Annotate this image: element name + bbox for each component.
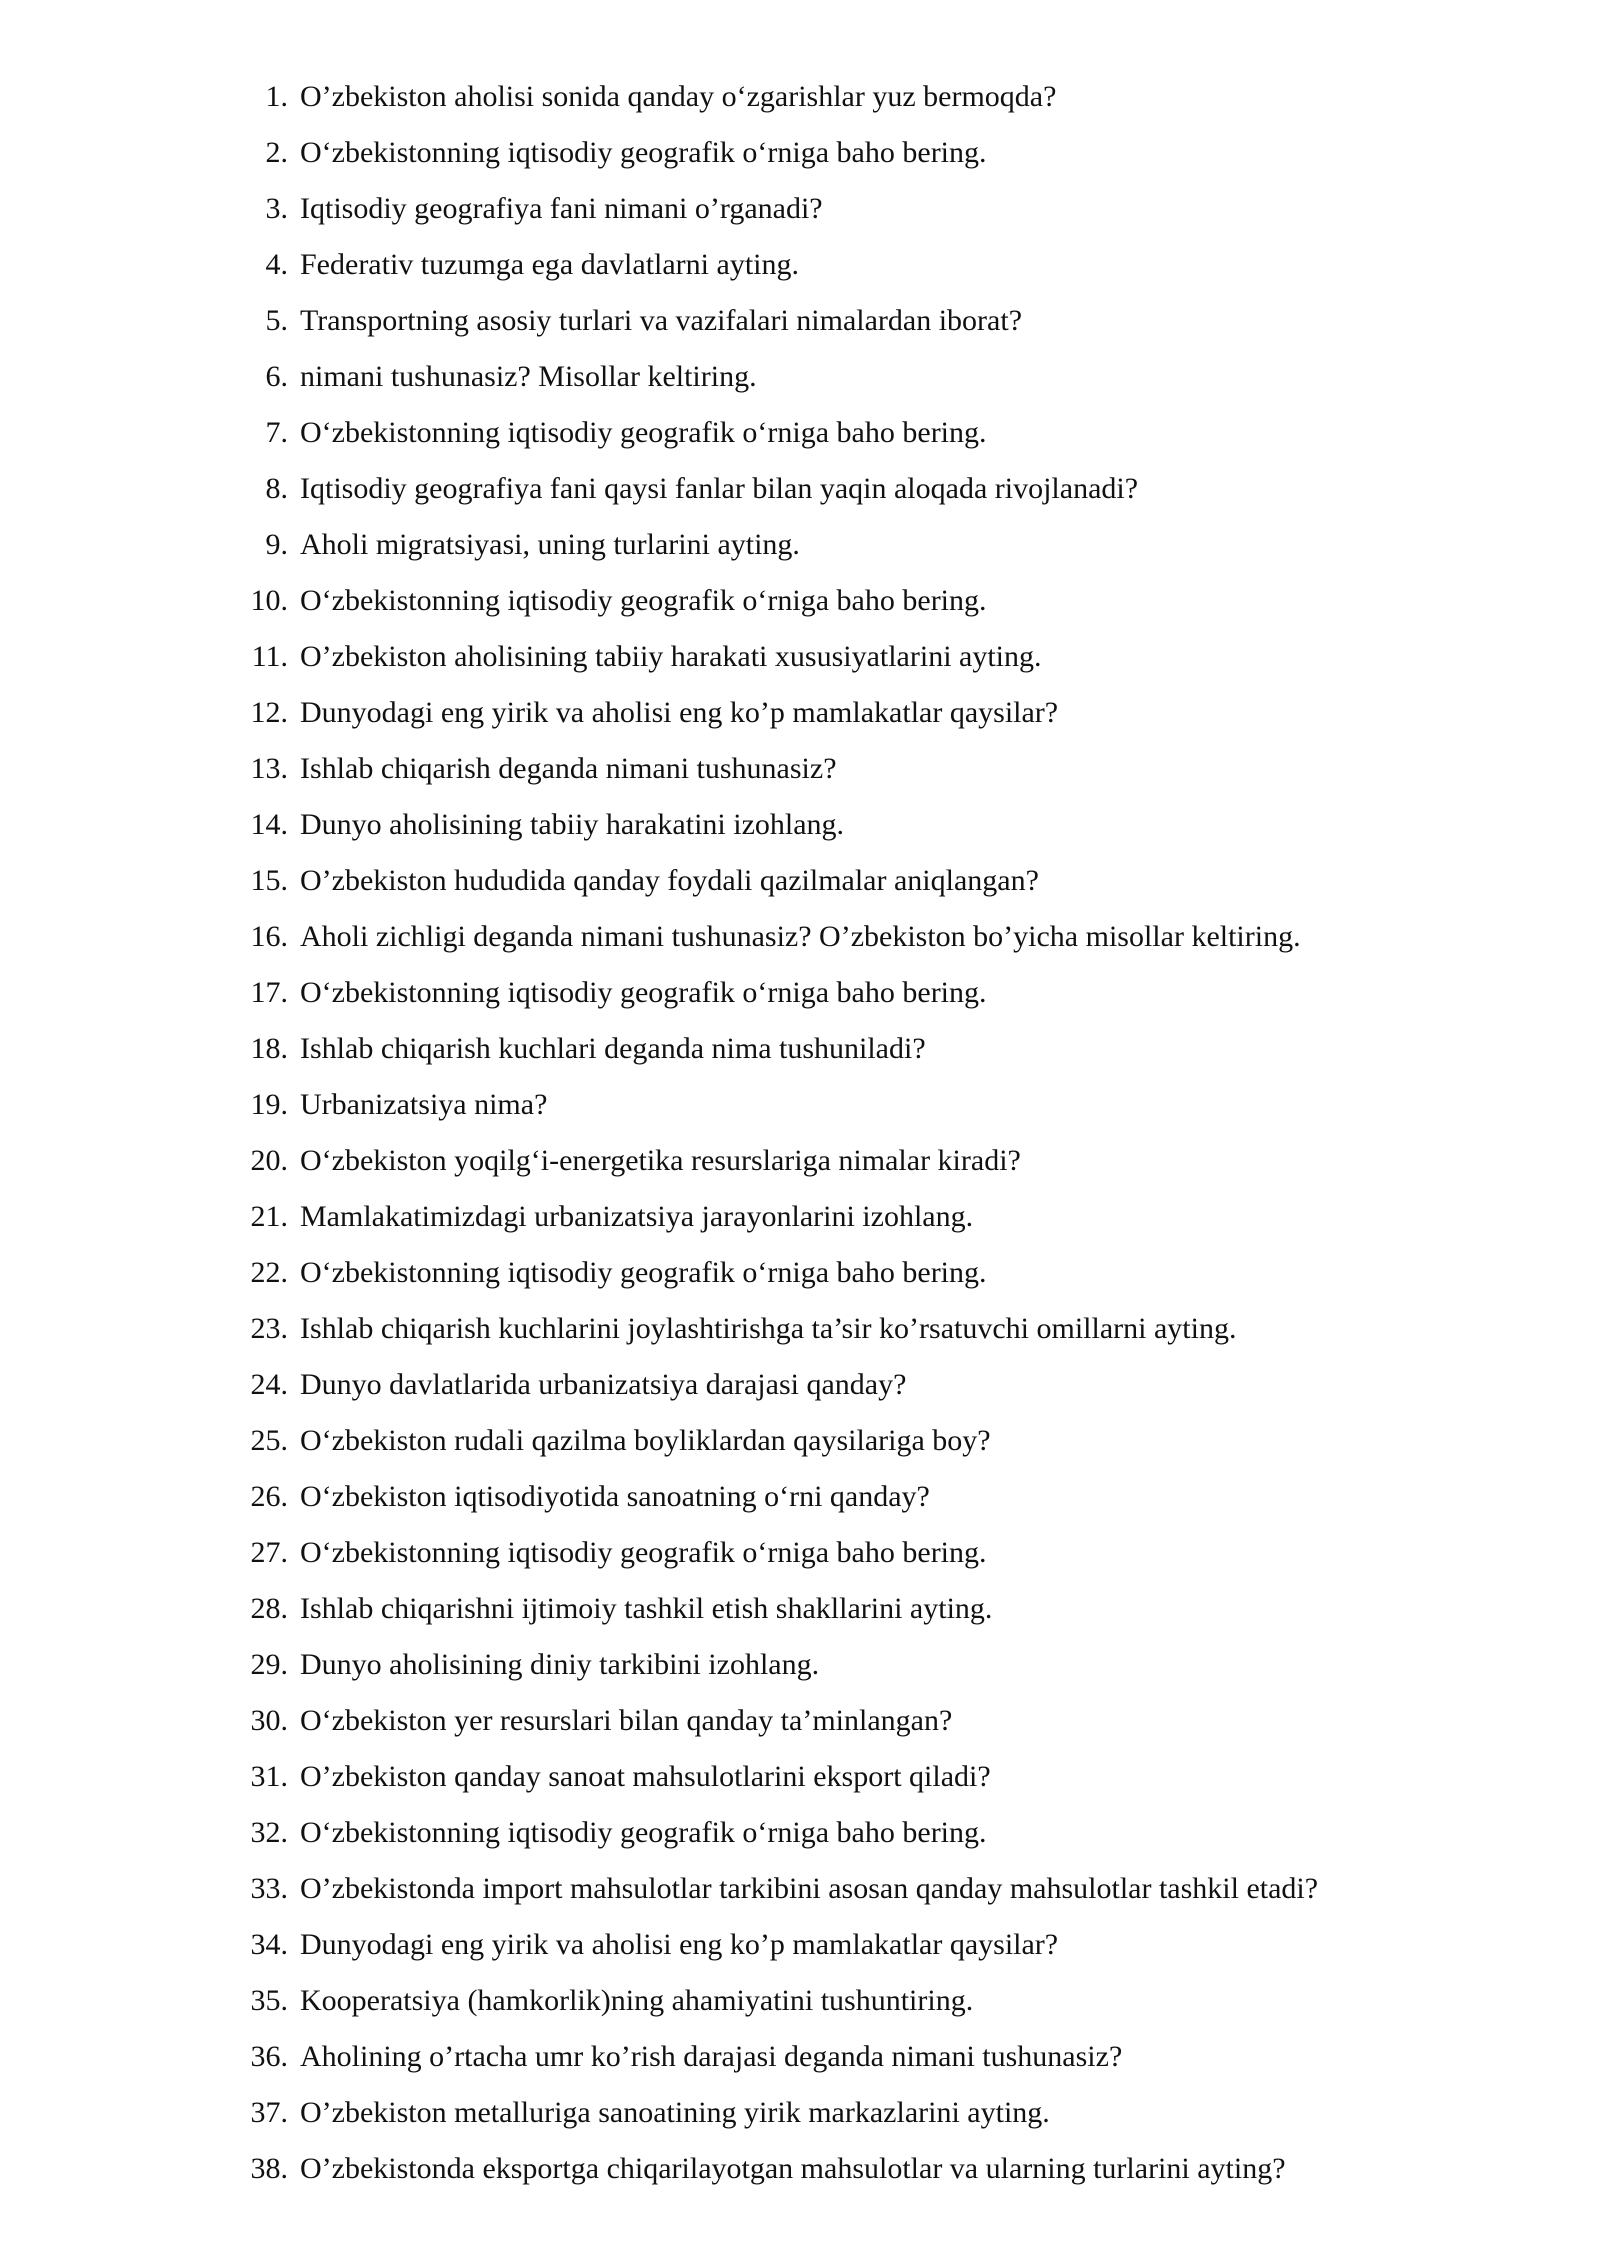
question-text: O’zbekiston aholisi sonida qanday o‘zgarishlar yuz bermoqda? bbox=[300, 80, 1057, 113]
question-number: 27. bbox=[250, 1536, 288, 1569]
question-text: O‘zbekiston rudali qazilma boyliklardan qaysilariga boy? bbox=[300, 1424, 991, 1457]
list-item bbox=[238, 1865, 1538, 1921]
question-number: 18. bbox=[250, 1032, 288, 1065]
question-number: 20. bbox=[250, 1144, 288, 1177]
question-text: O’zbekiston metalluriga sanoatining yirik markazlarini ayting. bbox=[300, 2096, 1050, 2129]
list-item bbox=[238, 1809, 1538, 1865]
question-number: 12. bbox=[250, 696, 288, 729]
question-text: Mamlakatimizdagi urbanizatsiya jarayonlarini izohlang. bbox=[300, 1200, 974, 1233]
question-number: 13. bbox=[250, 752, 288, 785]
question-text: O‘zbekistonning iqtisodiy geografik o‘rniga baho bering. bbox=[300, 584, 987, 617]
question-text: Ishlab chiqarish kuchlari deganda nima tushuniladi? bbox=[300, 1032, 926, 1065]
list-item bbox=[238, 1585, 1538, 1641]
question-text: O‘zbekistonning iqtisodiy geografik o‘rniga baho bering. bbox=[300, 136, 987, 169]
question-number: 14. bbox=[250, 808, 288, 841]
question-text: O‘zbekistonning iqtisodiy geografik o‘rniga baho bering. bbox=[300, 1816, 987, 1849]
list-item bbox=[238, 1305, 1538, 1361]
question-text: Aholi zichligi deganda nimani tushunasiz? O’zbekiston bo’yicha misollar keltiring. bbox=[300, 920, 1301, 953]
list-item bbox=[238, 745, 1538, 801]
question-text: Ishlab chiqarish kuchlarini joylashtirishga ta’sir ko’rsatuvchi omillarni ayting. bbox=[300, 1312, 1237, 1345]
question-list bbox=[238, 73, 1538, 2201]
question-number: 31. bbox=[250, 1760, 288, 1793]
list-item bbox=[238, 1697, 1538, 1753]
list-item bbox=[238, 297, 1538, 353]
question-text: Dunyo davlatlarida urbanizatsiya darajasi qanday? bbox=[300, 1368, 907, 1401]
question-text: O’zbekiston hududida qanday foydali qazilmalar aniqlangan? bbox=[300, 864, 1039, 897]
list-item bbox=[238, 353, 1538, 409]
question-number: 24. bbox=[250, 1368, 288, 1401]
list-item bbox=[238, 2145, 1538, 2201]
question-text: Iqtisodiy geografiya fani qaysi fanlar bilan yaqin aloqada rivojlanadi? bbox=[300, 472, 1139, 505]
question-text: Ishlab chiqarish deganda nimani tushunasiz? bbox=[300, 752, 837, 785]
question-text: O‘zbekiston yer resurslari bilan qanday ta’minlangan? bbox=[300, 1704, 953, 1737]
question-number: 35. bbox=[250, 1984, 288, 2017]
list-item bbox=[238, 521, 1538, 577]
list-item bbox=[238, 185, 1538, 241]
question-number: 7. bbox=[265, 416, 288, 449]
question-text: Aholi migratsiyasi, uning turlarini ayting. bbox=[300, 528, 800, 561]
list-item bbox=[238, 1977, 1538, 2033]
question-number: 16. bbox=[250, 920, 288, 953]
question-text: Aholining o’rtacha umr ko’rish darajasi deganda nimani tushunasiz? bbox=[300, 2040, 1123, 2073]
question-text: Ishlab chiqarishni ijtimoiy tashkil etish shakllarini ayting. bbox=[300, 1592, 993, 1625]
question-text: O‘zbekistonning iqtisodiy geografik o‘rniga baho bering. bbox=[300, 1536, 987, 1569]
question-number: 38. bbox=[250, 2152, 288, 2185]
question-number: 21. bbox=[250, 1200, 288, 1233]
list-item bbox=[238, 1529, 1538, 1585]
list-item bbox=[238, 1417, 1538, 1473]
list-item bbox=[238, 577, 1538, 633]
question-text: O‘zbekiston yoqilg‘i-energetika resurslariga nimalar kiradi? bbox=[300, 1144, 1021, 1177]
list-item bbox=[238, 1361, 1538, 1417]
question-text: Dunyo aholisining tabiiy harakatini izohlang. bbox=[300, 808, 845, 841]
question-text: Iqtisodiy geografiya fani nimani o’rganadi? bbox=[300, 192, 823, 225]
question-number: 2. bbox=[265, 136, 288, 169]
question-number: 17. bbox=[250, 976, 288, 1009]
question-number: 6. bbox=[265, 360, 288, 393]
question-text: O’zbekiston aholisining tabiiy harakati xususiyatlarini ayting. bbox=[300, 640, 1042, 673]
question-number: 34. bbox=[250, 1928, 288, 1961]
list-item bbox=[238, 913, 1538, 969]
list-item bbox=[238, 465, 1538, 521]
question-text: Kooperatsiya (hamkorlik)ning ahamiyatini tushuntiring. bbox=[300, 1984, 974, 2017]
list-item bbox=[238, 801, 1538, 857]
question-number: 28. bbox=[250, 1592, 288, 1625]
list-item bbox=[238, 633, 1538, 689]
question-number: 25. bbox=[250, 1424, 288, 1457]
question-number: 10. bbox=[250, 584, 288, 617]
list-item bbox=[238, 73, 1538, 129]
question-text: Dunyodagi eng yirik va aholisi eng ko’p mamlakatlar qaysilar? bbox=[300, 1928, 1059, 1961]
question-text: O‘zbekistonning iqtisodiy geografik o‘rniga baho bering. bbox=[300, 416, 987, 449]
list-item bbox=[238, 1921, 1538, 1977]
question-number: 23. bbox=[250, 1312, 288, 1345]
question-text: O’zbekistonda import mahsulotlar tarkibini asosan qanday mahsulotlar tashkil etadi? bbox=[300, 1872, 1319, 1905]
question-number: 1. bbox=[265, 80, 288, 113]
question-text: Urbanizatsiya nima? bbox=[300, 1088, 548, 1121]
question-number: 4. bbox=[265, 248, 288, 281]
question-number: 9. bbox=[265, 528, 288, 561]
list-item bbox=[238, 969, 1538, 1025]
list-item bbox=[238, 129, 1538, 185]
list-item bbox=[238, 1137, 1538, 1193]
question-text: Dunyodagi eng yirik va aholisi eng ko’p mamlakatlar qaysilar? bbox=[300, 696, 1059, 729]
question-text: O‘zbekiston iqtisodiyotida sanoatning o‘rni qanday? bbox=[300, 1480, 930, 1513]
question-number: 3. bbox=[265, 192, 288, 225]
list-item bbox=[238, 1473, 1538, 1529]
question-text: Federativ tuzumga ega davlatlarni ayting. bbox=[300, 248, 799, 281]
question-text: O‘zbekistonning iqtisodiy geografik o‘rniga baho bering. bbox=[300, 976, 987, 1009]
question-number: 26. bbox=[250, 1480, 288, 1513]
list-item bbox=[238, 409, 1538, 465]
question-text: O’zbekistonda eksportga chiqarilayotgan mahsulotlar va ularning turlarini ayting? bbox=[300, 2152, 1286, 2185]
list-item bbox=[238, 241, 1538, 297]
question-number: 8. bbox=[265, 472, 288, 505]
list-item bbox=[238, 1753, 1538, 1809]
question-text: O‘zbekistonning iqtisodiy geografik o‘rniga baho bering. bbox=[300, 1256, 987, 1289]
question-number: 22. bbox=[250, 1256, 288, 1289]
question-number: 15. bbox=[250, 864, 288, 897]
question-number: 37. bbox=[250, 2096, 288, 2129]
question-number: 5. bbox=[265, 304, 288, 337]
list-item bbox=[238, 1641, 1538, 1697]
list-item bbox=[238, 2033, 1538, 2089]
list-item bbox=[238, 1193, 1538, 1249]
list-item bbox=[238, 2089, 1538, 2145]
question-text: Transportning asosiy turlari va vazifalari nimalardan iborat? bbox=[300, 304, 1023, 337]
question-number: 30. bbox=[250, 1704, 288, 1737]
question-number: 36. bbox=[250, 2040, 288, 2073]
list-item bbox=[238, 857, 1538, 913]
list-item bbox=[238, 1249, 1538, 1305]
question-number: 29. bbox=[250, 1648, 288, 1681]
question-number: 32. bbox=[250, 1816, 288, 1849]
question-text: Dunyo aholisining diniy tarkibini izohlang. bbox=[300, 1648, 820, 1681]
list-item bbox=[238, 689, 1538, 745]
list-item bbox=[238, 1025, 1538, 1081]
question-number: 11. bbox=[251, 640, 288, 673]
question-text: O’zbekiston qanday sanoat mahsulotlarini eksport qiladi? bbox=[300, 1760, 991, 1793]
question-number: 19. bbox=[250, 1088, 288, 1121]
question-number: 33. bbox=[250, 1872, 288, 1905]
list-item bbox=[238, 1081, 1538, 1137]
question-text: nimani tushunasiz? Misollar keltiring. bbox=[300, 360, 757, 393]
